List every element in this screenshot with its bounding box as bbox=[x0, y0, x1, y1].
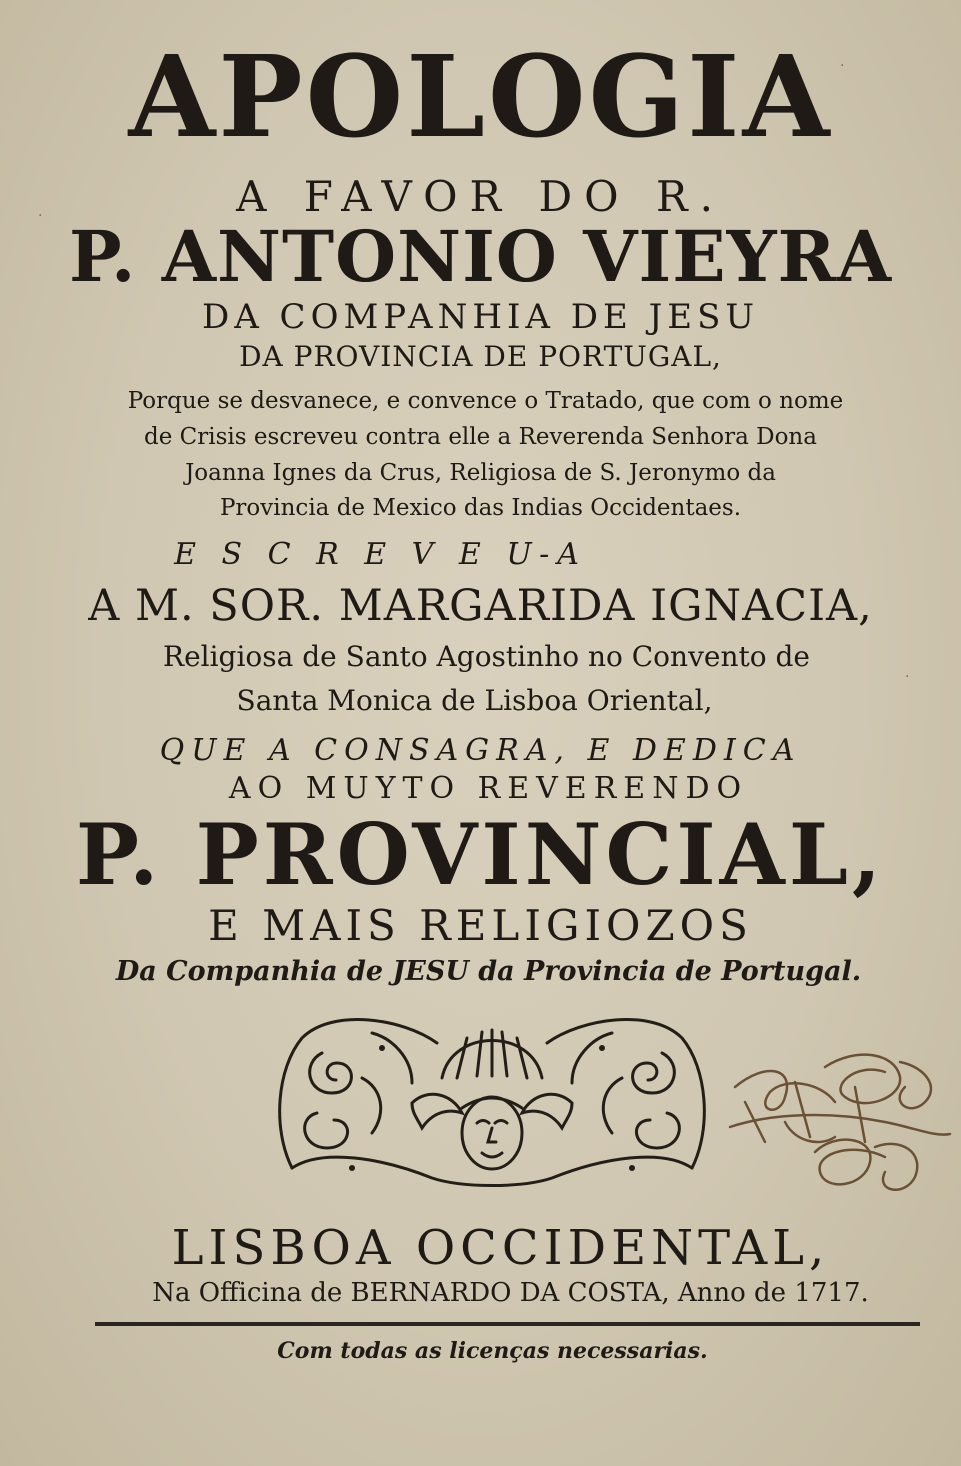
title-companhia: DA COMPANHIA DE JESU bbox=[201, 297, 760, 337]
title-apologia: APOLOGIA bbox=[128, 32, 833, 163]
description-line-1: Porque se desvanece, e convence o Tratado, que com o nome bbox=[127, 388, 844, 414]
handwritten-signature-icon bbox=[725, 1042, 955, 1202]
dedication-line-1: QUE A CONSAGRA, E DEDICA bbox=[159, 733, 802, 768]
dedication-company: Da Companhia de JESU da Provincia de Portugal. bbox=[115, 956, 862, 987]
dedication-provincial: P. PROVINCIAL, bbox=[75, 805, 886, 904]
dedication-line-2: AO MUYTO REVERENDO bbox=[228, 771, 749, 806]
margin-mark: · bbox=[905, 669, 910, 685]
author-line-2: Santa Monica de Lisboa Oriental, bbox=[236, 684, 713, 717]
description-line-3: Joanna Ignes da Crus, Religiosa de S. Jeronymo da bbox=[185, 460, 776, 486]
author-name: A M. SOR. MARGARIDA IGNACIA, bbox=[88, 581, 873, 631]
description-line-2: de Crisis escreveu contra elle a Reverenda Senhora Dona bbox=[144, 424, 817, 450]
title-antonio-vieyra: P. ANTONIO VIEYRA bbox=[68, 215, 893, 298]
description-line-4: Provincia de Mexico das Indias Occidentaes. bbox=[219, 495, 742, 521]
author-line-1: Religiosa de Santo Agostinho no Convento de bbox=[162, 640, 810, 673]
title-a-favor-do: A FAVOR DO R. bbox=[236, 172, 725, 221]
margin-mark: · bbox=[840, 58, 845, 74]
imprint-city: LISBOA OCCIDENTAL, bbox=[171, 1220, 830, 1276]
margin-mark: · bbox=[38, 208, 43, 224]
printers-ornament-cherub-icon bbox=[262, 1008, 722, 1198]
title-provincia: DA PROVINCIA DE PORTUGAL, bbox=[239, 340, 722, 373]
author-escreveu: E S C R E V E U-A bbox=[174, 537, 587, 572]
dedication-religious: E MAIS RELIGIOZOS bbox=[208, 901, 753, 950]
imprint-rule bbox=[95, 1322, 920, 1326]
imprint-printer: Na Officina de BERNARDO DA COSTA, Anno de 1717. bbox=[152, 1278, 869, 1308]
imprint-licenses: Com todas as licenças necessarias. bbox=[277, 1338, 708, 1364]
